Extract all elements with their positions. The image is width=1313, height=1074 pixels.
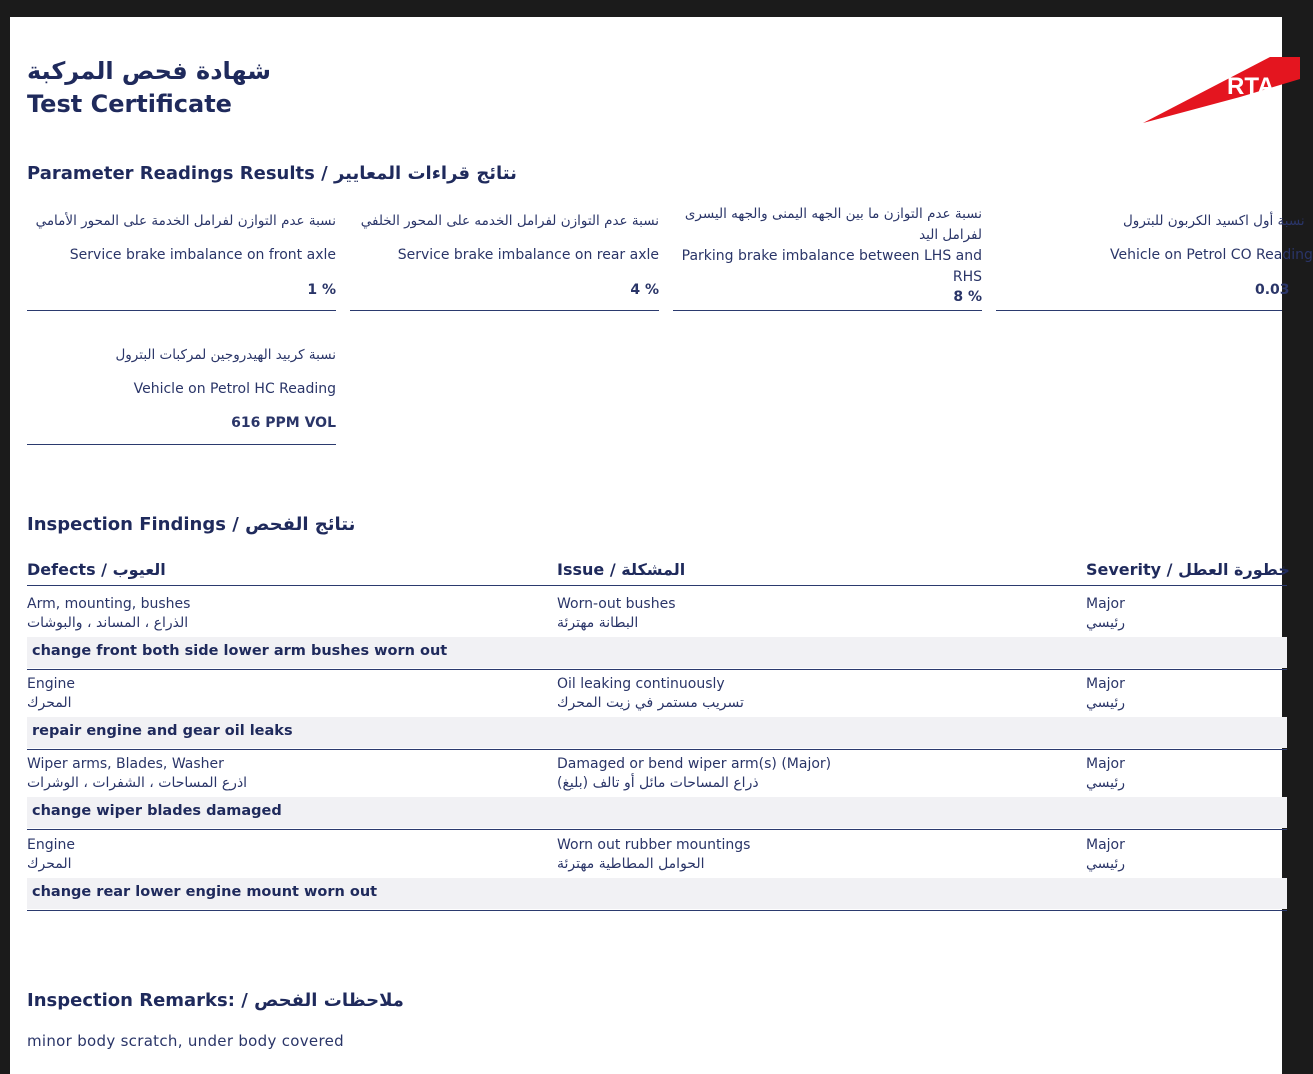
severity-en: Major <box>1086 676 1125 692</box>
severity-cell <box>1086 836 1125 874</box>
parameters-title: Parameter Readings Results / نتائج قراءات المعايير <box>27 163 517 184</box>
issue-en: Damaged or bend wiper arm(s) (Major) <box>557 756 832 772</box>
severity-ar: رئيسي <box>1086 695 1126 711</box>
param-label-ar: نسبة عدم التوازن ما بين الجهه اليمنى والجهه اليسرى لفرامل اليد <box>684 206 982 243</box>
row-divider <box>27 749 1287 750</box>
row-divider <box>27 829 1287 830</box>
param-label-ar: نسبة أول اكسيد الكربون للبترول <box>1123 213 1305 229</box>
header-divider <box>27 585 1287 586</box>
remarks-text: minor body scratch, under body covered <box>27 1032 344 1050</box>
defect-ar: الذراع ، المساند ، والبوشات <box>27 615 189 631</box>
param-value: 616 PPM VOL <box>231 415 336 431</box>
issue-ar: الحوامل المطاطية مهترئة <box>557 856 705 872</box>
defect-cell <box>27 755 247 793</box>
defect-en: Engine <box>27 676 75 692</box>
param-label-ar: نسبة عدم التوازن لفرامل الخدمه على المحور الخلفي <box>360 213 659 229</box>
defect-cell <box>27 675 75 713</box>
param-value: 1 % <box>307 282 336 298</box>
defect-cell <box>27 836 75 874</box>
param-parking-brake <box>673 204 982 311</box>
param-label-ar: نسبة عدم التوازن لفرامل الخدمة على المحور الأمامي <box>35 213 336 229</box>
title-english: Test Certificate <box>27 90 232 118</box>
certificate-page <box>10 17 1313 1074</box>
defect-ar: المحرك <box>27 856 72 872</box>
param-label-en: Vehicle on Petrol CO Reading <box>1110 247 1313 263</box>
defect-en: Wiper arms, Blades, Washer <box>27 756 224 772</box>
finding-note: change wiper blades damaged <box>27 797 1287 828</box>
column-defects: Defects / العيوب <box>27 560 166 579</box>
param-label-en: Service brake imbalance on rear axle <box>397 247 659 263</box>
param-hc-reading <box>27 345 336 445</box>
row-divider <box>27 669 1287 670</box>
severity-cell <box>1086 675 1125 713</box>
issue-cell <box>557 755 831 793</box>
issue-cell <box>557 836 750 874</box>
severity-ar: رئيسي <box>1086 775 1126 791</box>
param-label-en: Vehicle on Petrol HC Reading <box>133 381 336 397</box>
severity-en: Major <box>1086 596 1125 612</box>
issue-en: Oil leaking continuously <box>557 676 725 692</box>
param-front-axle <box>27 211 336 311</box>
title-arabic: شهادة فحص المركبة <box>27 57 271 85</box>
severity-cell <box>1086 595 1125 633</box>
finding-note: change front both side lower arm bushes worn out <box>27 637 1287 668</box>
severity-cell <box>1086 755 1125 793</box>
issue-en: Worn-out bushes <box>557 596 676 612</box>
column-severity: Severity / خطورة العطل <box>1086 560 1290 579</box>
issue-en: Worn out rubber mountings <box>557 837 751 853</box>
param-label-en: Parking brake imbalance between LHS and RHS <box>681 248 982 285</box>
defect-ar: المحرك <box>27 695 72 711</box>
param-label-en: Service brake imbalance on front axle <box>69 247 336 263</box>
param-value: 8 % <box>953 289 982 305</box>
param-co-reading <box>996 211 1313 311</box>
defect-cell <box>27 595 190 633</box>
column-issue: Issue / المشكلة <box>557 560 686 579</box>
defect-en: Engine <box>27 837 75 853</box>
severity-ar: رئيسي <box>1086 615 1126 631</box>
rta-logo <box>1140 49 1300 129</box>
issue-ar: البطانة مهترئة <box>557 615 639 631</box>
param-value: 0.03 <box>1255 282 1290 298</box>
severity-en: Major <box>1086 756 1125 772</box>
issue-cell <box>557 595 676 633</box>
param-value: 4 % <box>630 282 659 298</box>
rta-logo-triangle <box>1143 57 1300 123</box>
remarks-title: Inspection Remarks: / ملاحظات الفحص <box>27 990 404 1011</box>
finding-note: change rear lower engine mount worn out <box>27 878 1287 909</box>
param-rear-axle <box>350 211 659 311</box>
findings-title: Inspection Findings / نتائج الفحص <box>27 514 356 535</box>
issue-cell <box>557 675 744 713</box>
issue-ar: تسريب مستمر في زيت المحرك <box>557 695 744 711</box>
rta-logo-text: RTA <box>1227 73 1275 100</box>
param-label-ar: نسبة كربيد الهيدروجين لمركبات البترول <box>115 347 336 363</box>
severity-en: Major <box>1086 837 1125 853</box>
defect-en: Arm, mounting, bushes <box>27 596 191 612</box>
defect-ar: اذرع المساحات ، الشفرات ، الوشرات <box>27 775 248 791</box>
row-divider <box>27 910 1287 911</box>
severity-ar: رئيسي <box>1086 856 1126 872</box>
issue-ar: ذراع المساحات مائل أو تالف (بليغ) <box>557 775 759 791</box>
finding-note: repair engine and gear oil leaks <box>27 717 1287 748</box>
